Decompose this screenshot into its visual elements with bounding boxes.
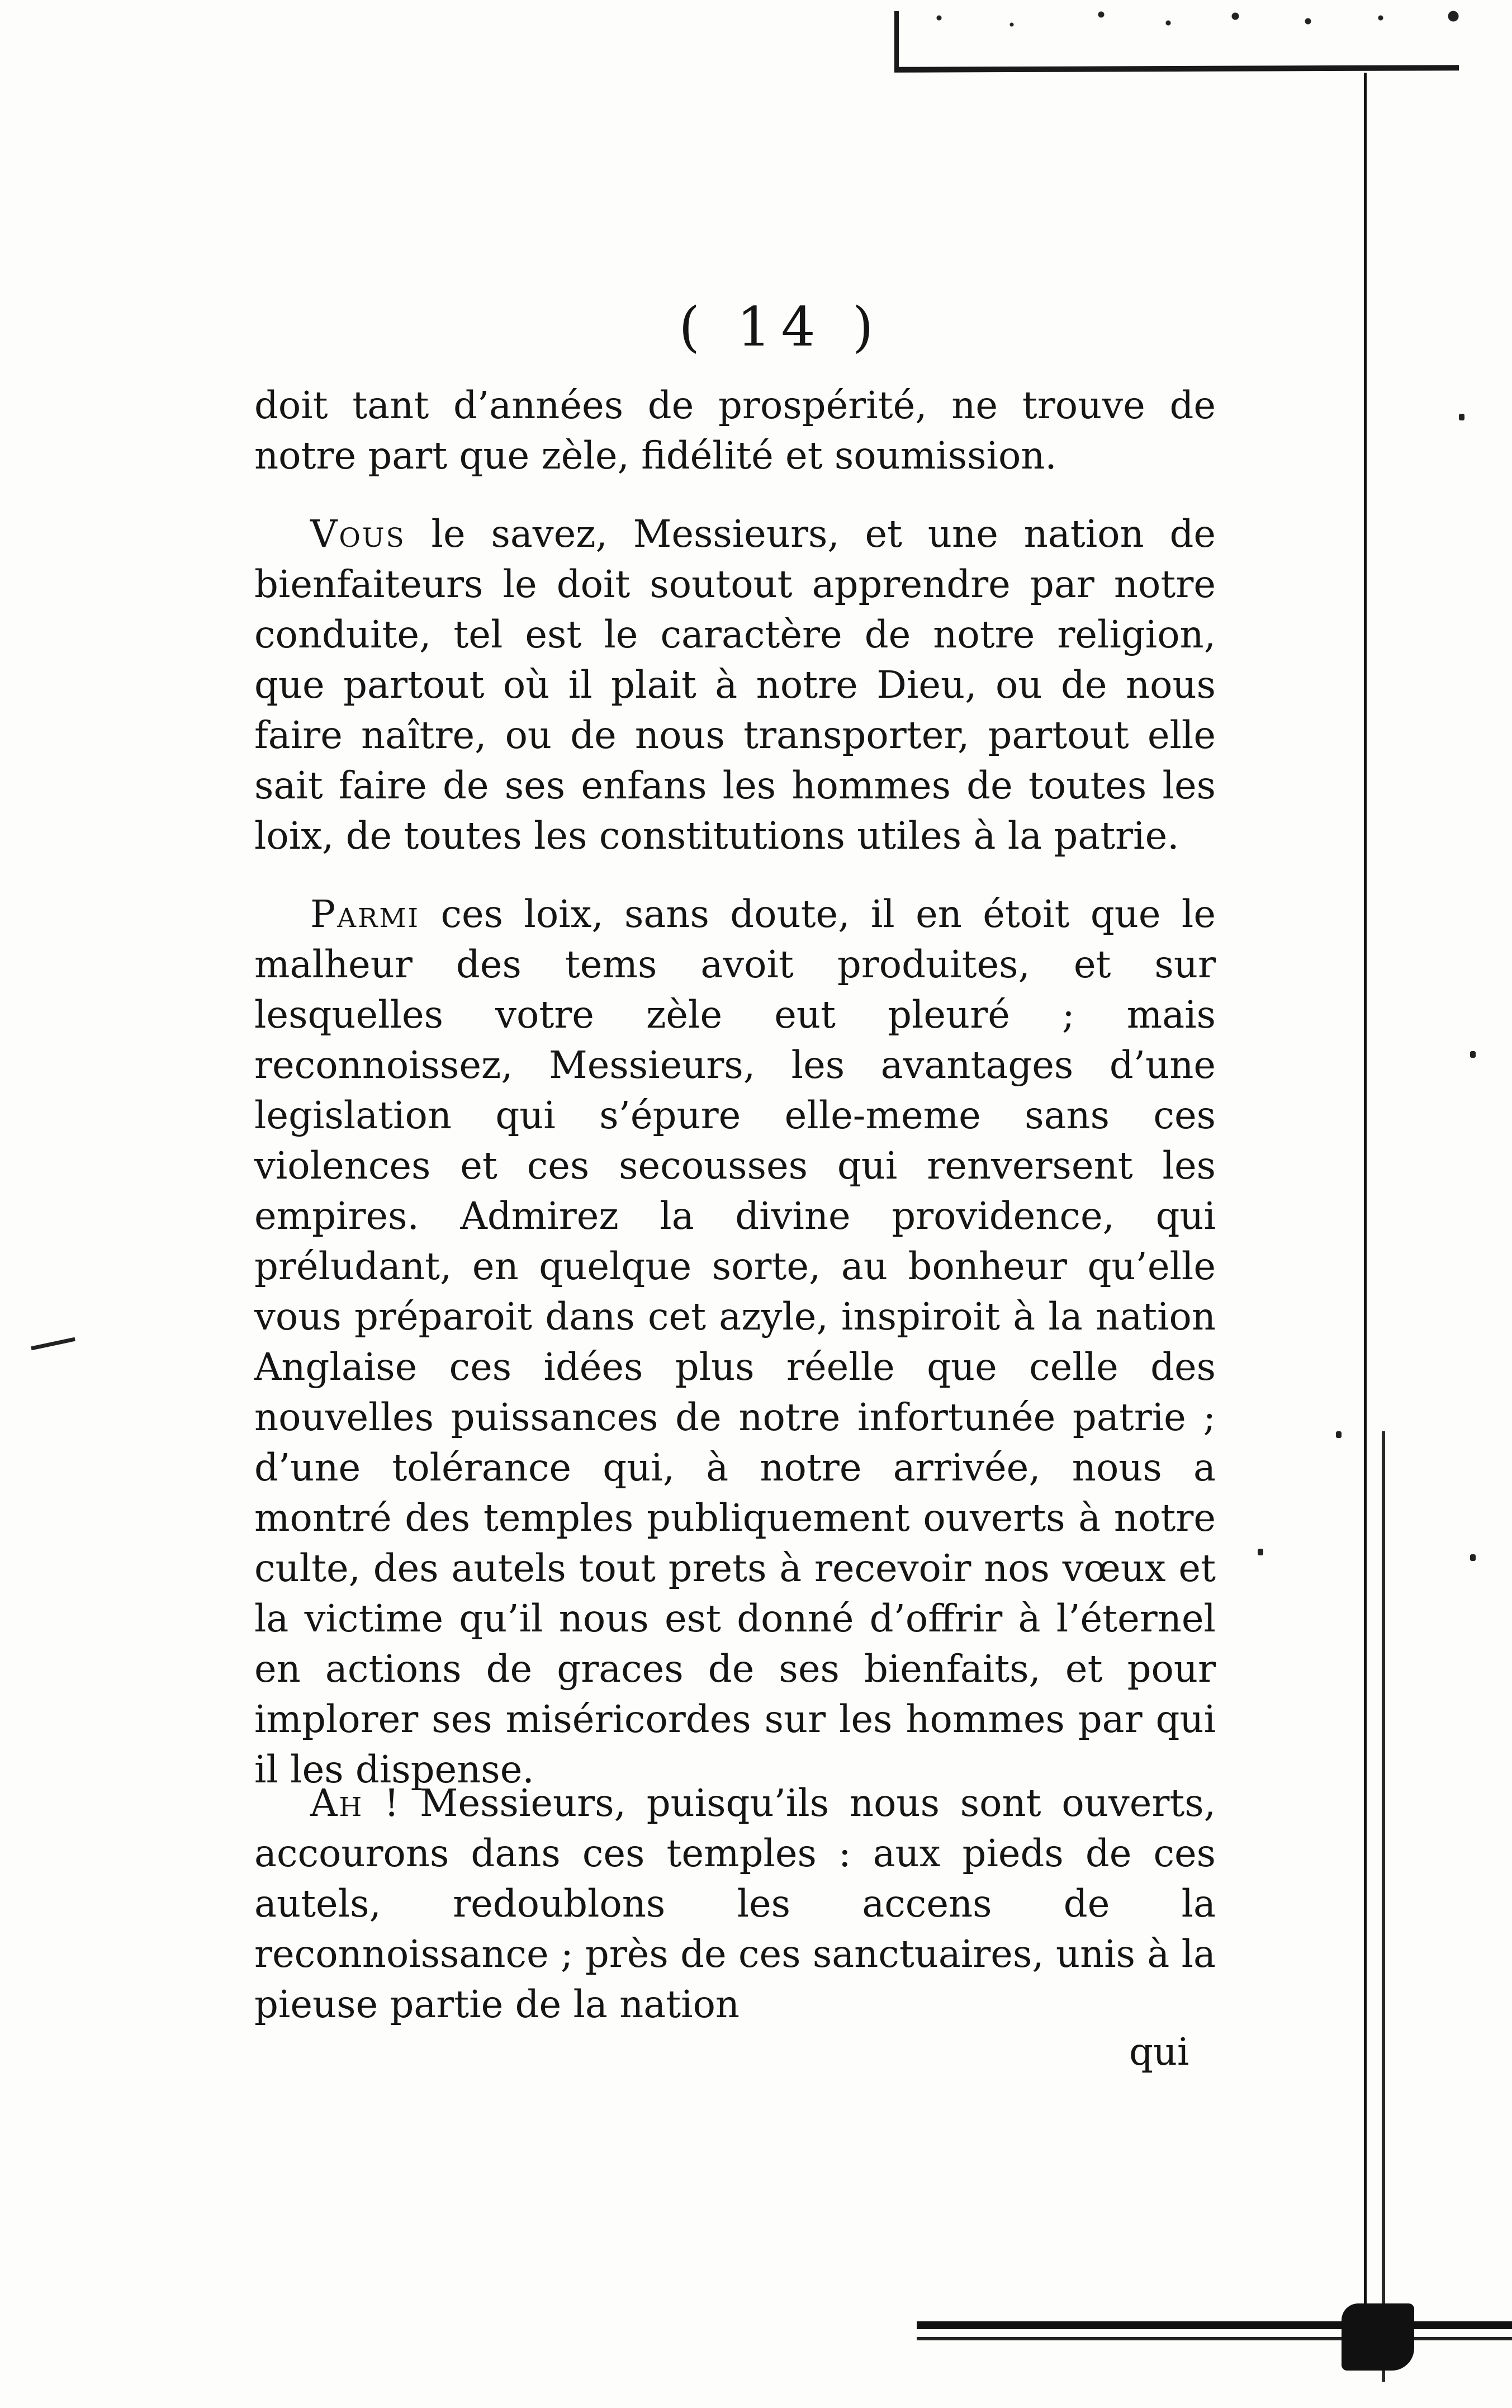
paragraph-text: ! Messieurs, puisqu’ils nous sont ouverts, accourons dans ces temples : aux pieds de ces autels, redoublons les accens de la reconnoissance ; près de ces sanctuaires, unis à la pieuse partie de la nation bbox=[254, 1781, 1216, 2026]
margin-mark bbox=[1336, 1431, 1342, 1438]
margin-mark bbox=[1459, 414, 1464, 420]
scan-border-artifact bbox=[894, 11, 899, 72]
paragraph bbox=[254, 1778, 1216, 2029]
paragraph-text: doit tant d’années de prospérité, ne trouve de notre part que zèle, fidélité et soumission. bbox=[254, 384, 1216, 477]
paragraph bbox=[254, 889, 1216, 1795]
margin-mark bbox=[1258, 1549, 1263, 1555]
paragraph bbox=[254, 380, 1216, 481]
scan-noise bbox=[1342, 2303, 1414, 2371]
catchword: qui bbox=[1129, 2030, 1189, 2074]
scan-noise bbox=[911, 4, 1470, 38]
paragraph-lead: Ah bbox=[310, 1781, 364, 1825]
page-edge-shadow bbox=[1382, 1431, 1385, 2382]
paragraph-lead: Parmi bbox=[310, 892, 420, 936]
paragraph bbox=[254, 509, 1216, 861]
page-number: ( 14 ) bbox=[679, 296, 884, 358]
scan-border-artifact bbox=[894, 65, 1459, 73]
page-edge-shadow bbox=[1364, 73, 1371, 2354]
paragraph-text: ces loix, sans doute, il en étoit que le malheur des tems avoit produites, et sur lesquelles votre zèle eut pleuré ; mais reconnoissez, Messieurs, les avantages d’une legislation qui s’épure elle-meme sans ces violences et ces secousses qui renversent les empires. Admirez la divine providence, qui préludant, en quelque sorte, au bonheur qu’elle vous préparoit dans cet azyle, inspiroit à la nation Anglaise ces idées plus réelle que celle des nouvelles puissances de notre infortunée patrie ; d’une tolérance qui, à notre arrivée, nous a montré des temples publiquement ouverts à notre culte, des autels tout prets à recevoir nos vœux et la victime qu’il nous est donné d’offrir à l’éternel en actions de graces de ses bienfaits, et pour implorer ses miséricordes sur les hommes par qui il les dispense. bbox=[254, 892, 1216, 1791]
margin-mark bbox=[1470, 1051, 1476, 1058]
margin-mark bbox=[31, 1337, 75, 1350]
scan-border-artifact bbox=[917, 2315, 1512, 2365]
margin-mark bbox=[1470, 1554, 1476, 1561]
paragraph-text: le savez, Messieurs, et une nation de bienfaiteurs le doit soutout apprendre par notre conduite, tel est le caractère de notre religion, que partout où il plait à notre Dieu, ou de nous faire naître, ou de nous transporter, partout elle sait faire de ses enfans les hommes de toutes les loix, de toutes les constitutions utiles à la patrie. bbox=[254, 512, 1216, 858]
paragraph-lead: Vous bbox=[310, 512, 406, 556]
